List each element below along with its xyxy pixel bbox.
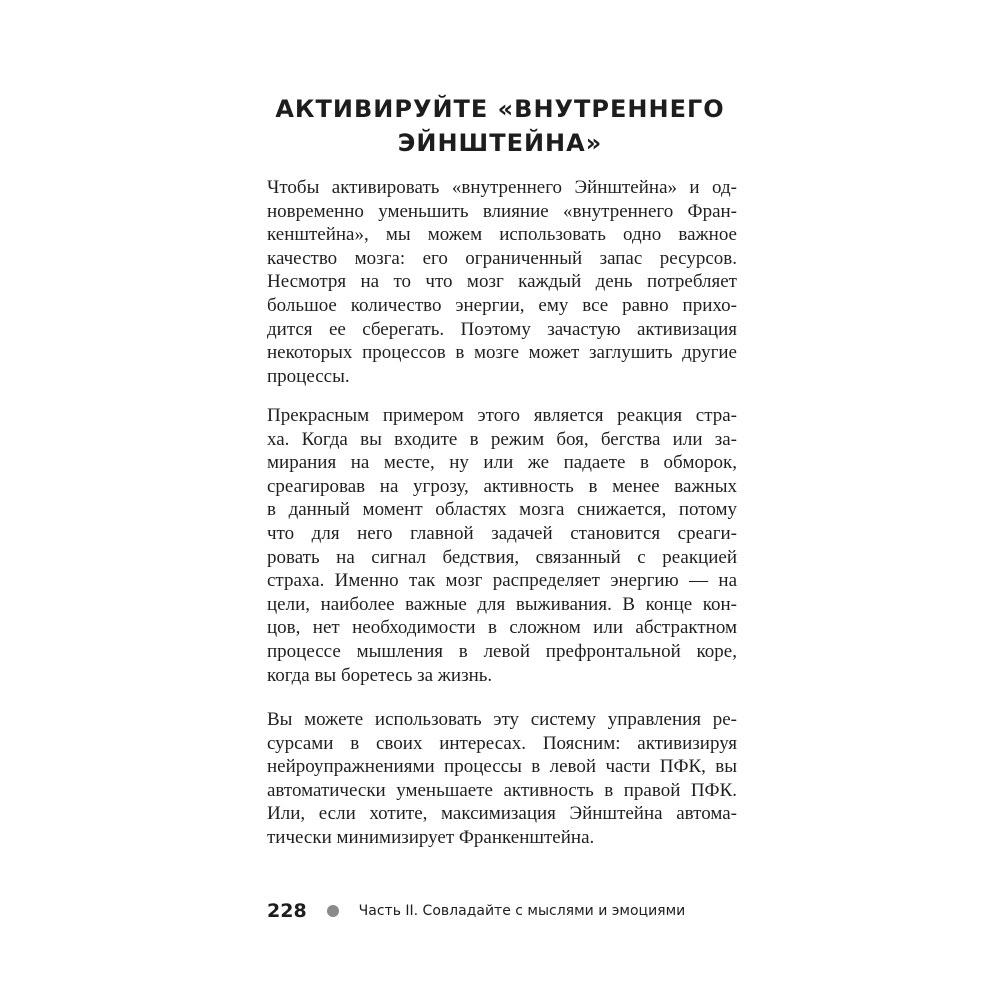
paragraph-line: ха. Когда вы входите в режим боя, бегства или за- <box>267 428 737 450</box>
paragraph-line: автоматически уменьшаете активность в правой ПФК. <box>267 779 737 801</box>
paragraph-line: Чтобы активировать «внутреннего Эйнштейна» и од- <box>267 177 737 198</box>
paragraph-1 <box>267 176 737 388</box>
paragraph-line: качество мозга: его ограниченный запас ресурсов. <box>267 247 737 269</box>
section-heading-line-2: ЭЙНШТЕЙНА» <box>397 129 603 157</box>
paragraph-line: новременно уменьшить влияние «внутреннего Фран- <box>267 200 737 222</box>
paragraph-line: Или, если хотите, максимизация Эйнштейна автома- <box>267 803 737 825</box>
paragraph-line: большое количество энергии, ему все равно прихо- <box>267 294 737 316</box>
paragraph-line: нейроупражнениями процессы в левой части ПФК, вы <box>267 756 737 778</box>
paragraph-line: процессе мышления в левой префронтальной коре, <box>267 640 737 662</box>
section-heading-line-1: АКТИВИРУЙТЕ «ВНУТРЕННЕГО <box>275 95 725 123</box>
paragraph-3 <box>267 708 737 850</box>
paragraph-line: когда вы боретесь за жизнь. <box>267 664 493 686</box>
paragraph-line: ровать на сигнал бедствия, связанный с реакцией <box>267 546 737 568</box>
paragraph-line: Прекрасным примером этого является реакция стра- <box>267 405 737 426</box>
paragraph-2 <box>267 404 737 687</box>
bullet-icon <box>327 905 339 917</box>
paragraph-line: Вы можете использовать эту систему управления ре- <box>267 709 737 730</box>
paragraph-line: среагировав на угрозу, активность в менее важных <box>267 475 737 497</box>
paragraph-line: страха. Именно так мозг распределяет энергию — на <box>267 570 737 592</box>
paragraph-line: дится ее сберегать. Поэтому зачастую активизация <box>267 318 737 340</box>
paragraph-line: цели, наиболее важные для выживания. В конце кон- <box>267 593 737 615</box>
paragraph-line: в данный момент областях мозга снижается, потому <box>267 499 737 521</box>
paragraph-line: некоторых процессов в мозге может заглушить другие <box>267 342 737 364</box>
paragraph-line: процессы. <box>267 365 350 387</box>
paragraph-line: кенштейна», мы можем использовать одно важное <box>267 224 737 246</box>
chapter-title: Часть II. Совладайте с мыслями и эмоциями <box>358 903 686 919</box>
paragraph-line: цов, нет необходимости в сложном или абстрактном <box>267 617 737 639</box>
page-footer <box>267 896 685 926</box>
section-heading <box>255 92 745 160</box>
paragraph-line: тически минимизирует Франкенштейна. <box>267 826 595 848</box>
paragraph-line: мирания на месте, ну или же падаете в обморок, <box>267 452 737 474</box>
paragraph-line: что для него главной задачей становится среаги- <box>267 522 737 544</box>
paragraph-line: Несмотря на то что мозг каждый день потребляет <box>267 271 737 293</box>
paragraph-line: сурсами в своих интересах. Поясним: активизируя <box>267 732 737 754</box>
page-number: 228 <box>267 900 307 922</box>
